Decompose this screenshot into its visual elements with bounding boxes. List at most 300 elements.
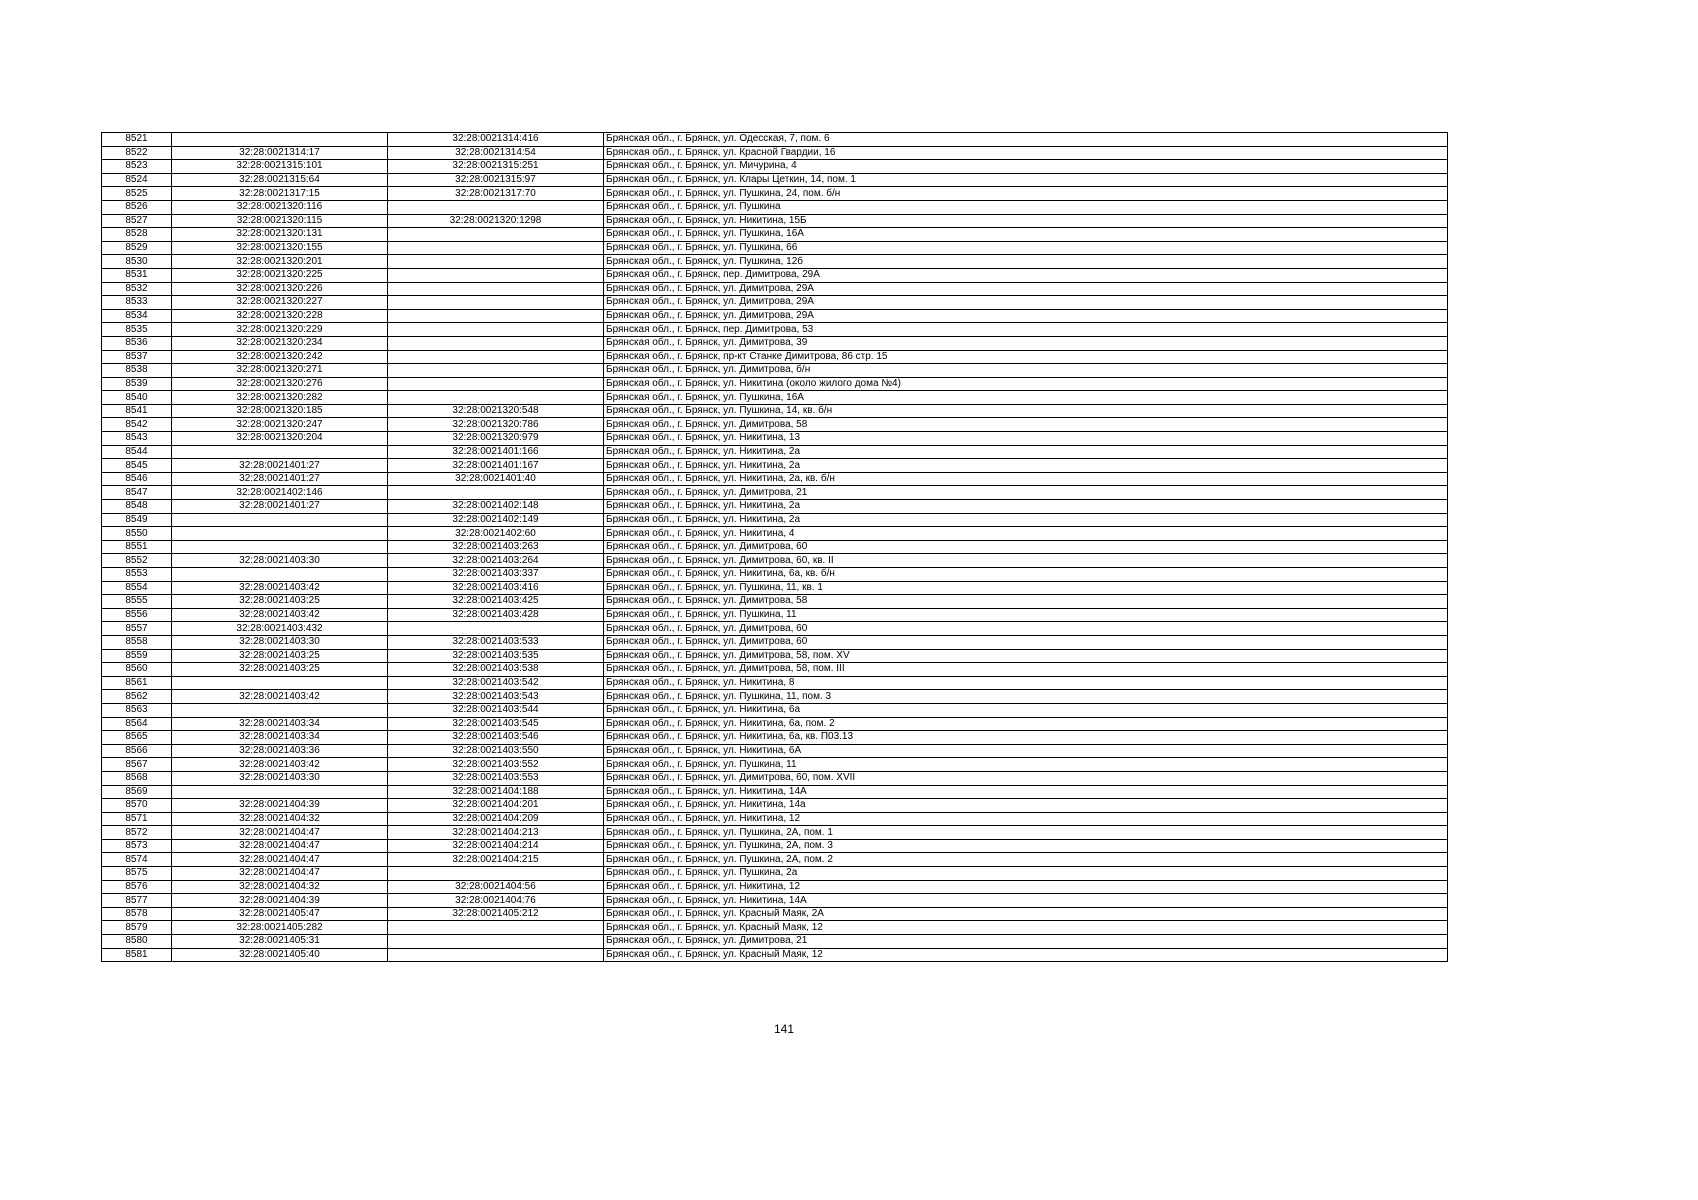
building-cadastral-cell: 32:28:0021403:34 (172, 717, 388, 731)
premise-cadastral-cell: 32:28:0021403:552 (388, 758, 604, 772)
building-cadastral-cell: 32:28:0021403:432 (172, 622, 388, 636)
premise-cadastral-cell (388, 622, 604, 636)
building-cadastral-cell: 32:28:0021402:146 (172, 486, 388, 500)
address-cell: Брянская обл., г. Брянск, ул. Никитина, 15Б (604, 214, 1448, 228)
row-number-cell: 8540 (102, 391, 172, 405)
building-cadastral-cell: 32:28:0021320:116 (172, 200, 388, 214)
table-row (102, 418, 1448, 432)
table-row (102, 377, 1448, 391)
premise-cadastral-cell (388, 309, 604, 323)
premise-cadastral-cell (388, 867, 604, 881)
premise-cadastral-cell: 32:28:0021404:214 (388, 839, 604, 853)
premise-cadastral-cell: 32:28:0021404:56 (388, 880, 604, 894)
address-cell: Брянская обл., г. Брянск, ул. Димитрова, 21 (604, 935, 1448, 949)
premise-cadastral-cell (388, 935, 604, 949)
address-cell: Брянская обл., г. Брянск, ул. Никитина, 2а, кв. б/н (604, 472, 1448, 486)
premise-cadastral-cell: 32:28:0021314:416 (388, 133, 604, 147)
address-cell: Брянская обл., г. Брянск, ул. Клары Цеткин, 14, пом. 1 (604, 173, 1448, 187)
row-number-cell: 8541 (102, 404, 172, 418)
address-cell: Брянская обл., г. Брянск, ул. Пушкина, 11, пом. 3 (604, 690, 1448, 704)
premise-cadastral-cell (388, 364, 604, 378)
address-cell: Брянская обл., г. Брянск, ул. Никитина, 12 (604, 880, 1448, 894)
premise-cadastral-cell: 32:28:0021403:543 (388, 690, 604, 704)
building-cadastral-cell (172, 785, 388, 799)
row-number-cell: 8558 (102, 635, 172, 649)
address-cell: Брянская обл., г. Брянск, ул. Никитина, 13 (604, 432, 1448, 446)
premise-cadastral-cell: 32:28:0021317:70 (388, 187, 604, 201)
row-number-cell: 8548 (102, 500, 172, 514)
table-row (102, 173, 1448, 187)
premise-cadastral-cell: 32:28:0021320:786 (388, 418, 604, 432)
row-number-cell: 8549 (102, 513, 172, 527)
table-row (102, 404, 1448, 418)
table-row (102, 731, 1448, 745)
row-number-cell: 8567 (102, 758, 172, 772)
row-number-cell: 8575 (102, 867, 172, 881)
table-row (102, 554, 1448, 568)
table-row (102, 948, 1448, 962)
row-number-cell: 8529 (102, 241, 172, 255)
table-row (102, 867, 1448, 881)
premise-cadastral-cell: 32:28:0021315:97 (388, 173, 604, 187)
building-cadastral-cell: 32:28:0021403:25 (172, 595, 388, 609)
premise-cadastral-cell: 32:28:0021403:553 (388, 771, 604, 785)
building-cadastral-cell (172, 540, 388, 554)
row-number-cell: 8581 (102, 948, 172, 962)
building-cadastral-cell: 32:28:0021403:42 (172, 608, 388, 622)
table-row (102, 241, 1448, 255)
table-row (102, 635, 1448, 649)
table-row (102, 703, 1448, 717)
row-number-cell: 8556 (102, 608, 172, 622)
building-cadastral-cell: 32:28:0021403:30 (172, 771, 388, 785)
table-row (102, 500, 1448, 514)
table-row (102, 826, 1448, 840)
table-row (102, 432, 1448, 446)
table-row (102, 595, 1448, 609)
row-number-cell: 8547 (102, 486, 172, 500)
premise-cadastral-cell (388, 391, 604, 405)
address-cell: Брянская обл., г. Брянск, ул. Мичурина, 4 (604, 160, 1448, 174)
row-number-cell: 8534 (102, 309, 172, 323)
building-cadastral-cell: 32:28:0021315:64 (172, 173, 388, 187)
address-cell: Брянская обл., г. Брянск, ул. Никитина, 14а (604, 799, 1448, 813)
row-number-cell: 8543 (102, 432, 172, 446)
row-number-cell: 8525 (102, 187, 172, 201)
row-number-cell: 8545 (102, 459, 172, 473)
table-row (102, 717, 1448, 731)
registry-table-body (102, 133, 1448, 962)
premise-cadastral-cell: 32:28:0021403:550 (388, 744, 604, 758)
address-cell: Брянская обл., г. Брянск, ул. Пушкина, 2А, пом. 2 (604, 853, 1448, 867)
address-cell: Брянская обл., г. Брянск, ул. Одесская, 7, пом. 6 (604, 133, 1448, 147)
table-row (102, 364, 1448, 378)
table-row (102, 581, 1448, 595)
row-number-cell: 8580 (102, 935, 172, 949)
premise-cadastral-cell (388, 241, 604, 255)
address-cell: Брянская обл., г. Брянск, ул. Красной Гвардии, 16 (604, 146, 1448, 160)
table-row (102, 649, 1448, 663)
table-row (102, 445, 1448, 459)
row-number-cell: 8572 (102, 826, 172, 840)
row-number-cell: 8550 (102, 527, 172, 541)
row-number-cell: 8574 (102, 853, 172, 867)
premise-cadastral-cell (388, 296, 604, 310)
row-number-cell: 8568 (102, 771, 172, 785)
row-number-cell: 8531 (102, 268, 172, 282)
address-cell: Брянская обл., г. Брянск, ул. Никитина (около жилого дома №4) (604, 377, 1448, 391)
row-number-cell: 8557 (102, 622, 172, 636)
building-cadastral-cell: 32:28:0021403:25 (172, 663, 388, 677)
row-number-cell: 8542 (102, 418, 172, 432)
building-cadastral-cell: 32:28:0021317:15 (172, 187, 388, 201)
premise-cadastral-cell: 32:28:0021403:542 (388, 676, 604, 690)
premise-cadastral-cell: 32:28:0021401:40 (388, 472, 604, 486)
building-cadastral-cell: 32:28:0021405:282 (172, 921, 388, 935)
building-cadastral-cell: 32:28:0021320:271 (172, 364, 388, 378)
row-number-cell: 8577 (102, 894, 172, 908)
premise-cadastral-cell: 32:28:0021404:213 (388, 826, 604, 840)
building-cadastral-cell: 32:28:0021403:30 (172, 635, 388, 649)
address-cell: Брянская обл., г. Брянск, ул. Никитина, 4 (604, 527, 1448, 541)
premise-cadastral-cell: 32:28:0021403:535 (388, 649, 604, 663)
premise-cadastral-cell: 32:28:0021320:979 (388, 432, 604, 446)
address-cell: Брянская обл., г. Брянск, ул. Никитина, 6а, кв. б/н (604, 568, 1448, 582)
address-cell: Брянская обл., г. Брянск, ул. Никитина, 14А (604, 894, 1448, 908)
building-cadastral-cell (172, 676, 388, 690)
building-cadastral-cell (172, 703, 388, 717)
building-cadastral-cell: 32:28:0021320:226 (172, 282, 388, 296)
building-cadastral-cell: 32:28:0021320:225 (172, 268, 388, 282)
premise-cadastral-cell: 32:28:0021403:544 (388, 703, 604, 717)
premise-cadastral-cell: 32:28:0021403:545 (388, 717, 604, 731)
building-cadastral-cell (172, 513, 388, 527)
building-cadastral-cell: 32:28:0021404:47 (172, 853, 388, 867)
table-row (102, 853, 1448, 867)
address-cell: Брянская обл., г. Брянск, ул. Димитрова, 60 (604, 540, 1448, 554)
building-cadastral-cell: 32:28:0021320:229 (172, 323, 388, 337)
row-number-cell: 8576 (102, 880, 172, 894)
building-cadastral-cell: 32:28:0021320:115 (172, 214, 388, 228)
row-number-cell: 8569 (102, 785, 172, 799)
row-number-cell: 8566 (102, 744, 172, 758)
row-number-cell: 8561 (102, 676, 172, 690)
premise-cadastral-cell: 32:28:0021403:264 (388, 554, 604, 568)
table-row (102, 228, 1448, 242)
row-number-cell: 8539 (102, 377, 172, 391)
address-cell: Брянская обл., г. Брянск, ул. Димитрова, 58 (604, 418, 1448, 432)
row-number-cell: 8544 (102, 445, 172, 459)
row-number-cell: 8578 (102, 907, 172, 921)
building-cadastral-cell: 32:28:0021320:185 (172, 404, 388, 418)
address-cell: Брянская обл., г. Брянск, ул. Пушкина, 11 (604, 608, 1448, 622)
premise-cadastral-cell (388, 255, 604, 269)
building-cadastral-cell: 32:28:0021404:47 (172, 839, 388, 853)
building-cadastral-cell: 32:28:0021320:227 (172, 296, 388, 310)
building-cadastral-cell: 32:28:0021320:282 (172, 391, 388, 405)
building-cadastral-cell: 32:28:0021403:30 (172, 554, 388, 568)
building-cadastral-cell: 32:28:0021315:101 (172, 160, 388, 174)
premise-cadastral-cell (388, 350, 604, 364)
premise-cadastral-cell (388, 377, 604, 391)
address-cell: Брянская обл., г. Брянск, ул. Никитина, 2а (604, 459, 1448, 473)
address-cell: Брянская обл., г. Брянск, ул. Никитина, 2а (604, 513, 1448, 527)
premise-cadastral-cell: 32:28:0021404:209 (388, 812, 604, 826)
building-cadastral-cell: 32:28:0021320:234 (172, 336, 388, 350)
row-number-cell: 8535 (102, 323, 172, 337)
row-number-cell: 8555 (102, 595, 172, 609)
premise-cadastral-cell: 32:28:0021403:546 (388, 731, 604, 745)
building-cadastral-cell: 32:28:0021320:276 (172, 377, 388, 391)
row-number-cell: 8562 (102, 690, 172, 704)
premise-cadastral-cell: 32:28:0021404:201 (388, 799, 604, 813)
address-cell: Брянская обл., г. Брянск, ул. Пушкина, 66 (604, 241, 1448, 255)
row-number-cell: 8522 (102, 146, 172, 160)
row-number-cell: 8536 (102, 336, 172, 350)
building-cadastral-cell: 32:28:0021405:40 (172, 948, 388, 962)
premise-cadastral-cell (388, 486, 604, 500)
table-row (102, 568, 1448, 582)
building-cadastral-cell (172, 568, 388, 582)
address-cell: Брянская обл., г. Брянск, ул. Пушкина, 24, пом. б/н (604, 187, 1448, 201)
premise-cadastral-cell: 32:28:0021404:188 (388, 785, 604, 799)
building-cadastral-cell: 32:28:0021404:39 (172, 799, 388, 813)
address-cell: Брянская обл., г. Брянск, ул. Никитина, 2а (604, 500, 1448, 514)
row-number-cell: 8573 (102, 839, 172, 853)
address-cell: Брянская обл., г. Брянск, ул. Пушкина, 2А, пом. 1 (604, 826, 1448, 840)
row-number-cell: 8532 (102, 282, 172, 296)
table-row (102, 350, 1448, 364)
premise-cadastral-cell (388, 228, 604, 242)
row-number-cell: 8579 (102, 921, 172, 935)
row-number-cell: 8551 (102, 540, 172, 554)
building-cadastral-cell: 32:28:0021404:47 (172, 826, 388, 840)
address-cell: Брянская обл., г. Брянск, ул. Димитрова, 29А (604, 296, 1448, 310)
address-cell: Брянская обл., г. Брянск, ул. Пушкина, 12б (604, 255, 1448, 269)
address-cell: Брянская обл., г. Брянск, пер. Димитрова, 53 (604, 323, 1448, 337)
address-cell: Брянская обл., г. Брянск, ул. Пушкина, 11, кв. 1 (604, 581, 1448, 595)
row-number-cell: 8538 (102, 364, 172, 378)
table-row (102, 894, 1448, 908)
building-cadastral-cell: 32:28:0021320:131 (172, 228, 388, 242)
table-row (102, 323, 1448, 337)
row-number-cell: 8533 (102, 296, 172, 310)
premise-cadastral-cell: 32:28:0021403:416 (388, 581, 604, 595)
premise-cadastral-cell: 32:28:0021315:251 (388, 160, 604, 174)
building-cadastral-cell: 32:28:0021320:201 (172, 255, 388, 269)
table-row (102, 200, 1448, 214)
row-number-cell: 8537 (102, 350, 172, 364)
address-cell: Брянская обл., г. Брянск, ул. Никитина, 14А (604, 785, 1448, 799)
row-number-cell: 8564 (102, 717, 172, 731)
table-row (102, 771, 1448, 785)
table-row (102, 391, 1448, 405)
premise-cadastral-cell (388, 921, 604, 935)
address-cell: Брянская обл., г. Брянск, ул. Димитрова, 58 (604, 595, 1448, 609)
table-row (102, 146, 1448, 160)
premise-cadastral-cell (388, 282, 604, 296)
table-row (102, 540, 1448, 554)
address-cell: Брянская обл., г. Брянск, ул. Пушкина (604, 200, 1448, 214)
building-cadastral-cell (172, 527, 388, 541)
table-row (102, 472, 1448, 486)
building-cadastral-cell: 32:28:0021405:31 (172, 935, 388, 949)
address-cell: Брянская обл., г. Брянск, ул. Димитрова, 60, пом. XVII (604, 771, 1448, 785)
table-row (102, 880, 1448, 894)
table-row (102, 812, 1448, 826)
building-cadastral-cell: 32:28:0021320:247 (172, 418, 388, 432)
premise-cadastral-cell (388, 323, 604, 337)
address-cell: Брянская обл., г. Брянск, ул. Димитрова, 29А (604, 282, 1448, 296)
premise-cadastral-cell: 32:28:0021405:212 (388, 907, 604, 921)
table-row (102, 459, 1448, 473)
address-cell: Брянская обл., г. Брянск, ул. Димитрова, 58, пом. III (604, 663, 1448, 677)
building-cadastral-cell: 32:28:0021405:47 (172, 907, 388, 921)
premise-cadastral-cell: 32:28:0021403:533 (388, 635, 604, 649)
table-row (102, 839, 1448, 853)
address-cell: Брянская обл., г. Брянск, ул. Никитина, 6а, кв. П03.13 (604, 731, 1448, 745)
building-cadastral-cell: 32:28:0021403:42 (172, 758, 388, 772)
premise-cadastral-cell (388, 948, 604, 962)
address-cell: Брянская обл., г. Брянск, ул. Димитрова, 58, пом. XV (604, 649, 1448, 663)
address-cell: Брянская обл., г. Брянск, ул. Пушкина, 2а (604, 867, 1448, 881)
building-cadastral-cell: 32:28:0021401:27 (172, 459, 388, 473)
premise-cadastral-cell (388, 336, 604, 350)
building-cadastral-cell: 32:28:0021320:155 (172, 241, 388, 255)
address-cell: Брянская обл., г. Брянск, пер. Димитрова, 29А (604, 268, 1448, 282)
building-cadastral-cell: 32:28:0021403:42 (172, 581, 388, 595)
table-row (102, 608, 1448, 622)
property-registry-table (101, 132, 1448, 962)
building-cadastral-cell: 32:28:0021314:17 (172, 146, 388, 160)
row-number-cell: 8571 (102, 812, 172, 826)
table-row (102, 268, 1448, 282)
row-number-cell: 8530 (102, 255, 172, 269)
table-row (102, 921, 1448, 935)
table-row (102, 663, 1448, 677)
premise-cadastral-cell: 32:28:0021320:548 (388, 404, 604, 418)
building-cadastral-cell: 32:28:0021404:32 (172, 880, 388, 894)
premise-cadastral-cell (388, 200, 604, 214)
address-cell: Брянская обл., г. Брянск, ул. Димитрова, б/н (604, 364, 1448, 378)
row-number-cell: 8546 (102, 472, 172, 486)
table-row (102, 486, 1448, 500)
row-number-cell: 8554 (102, 581, 172, 595)
building-cadastral-cell: 32:28:0021403:34 (172, 731, 388, 745)
row-number-cell: 8553 (102, 568, 172, 582)
premise-cadastral-cell: 32:28:0021402:60 (388, 527, 604, 541)
premise-cadastral-cell: 32:28:0021404:215 (388, 853, 604, 867)
table-row (102, 282, 1448, 296)
table-row (102, 309, 1448, 323)
building-cadastral-cell: 32:28:0021403:36 (172, 744, 388, 758)
address-cell: Брянская обл., г. Брянск, ул. Димитрова, 29А (604, 309, 1448, 323)
row-number-cell: 8552 (102, 554, 172, 568)
address-cell: Брянская обл., г. Брянск, ул. Пушкина, 11 (604, 758, 1448, 772)
address-cell: Брянская обл., г. Брянск, ул. Пушкина, 14, кв. б/н (604, 404, 1448, 418)
table-row (102, 296, 1448, 310)
building-cadastral-cell: 32:28:0021401:27 (172, 472, 388, 486)
address-cell: Брянская обл., г. Брянск, ул. Никитина, 8 (604, 676, 1448, 690)
premise-cadastral-cell: 32:28:0021402:148 (388, 500, 604, 514)
table-row (102, 690, 1448, 704)
row-number-cell: 8560 (102, 663, 172, 677)
table-row (102, 255, 1448, 269)
building-cadastral-cell: 32:28:0021403:25 (172, 649, 388, 663)
address-cell: Брянская обл., г. Брянск, ул. Никитина, 6а, пом. 2 (604, 717, 1448, 731)
address-cell: Брянская обл., г. Брянск, ул. Никитина, 2а (604, 445, 1448, 459)
table-row (102, 622, 1448, 636)
table-row (102, 785, 1448, 799)
table-row (102, 527, 1448, 541)
address-cell: Брянская обл., г. Брянск, пр-кт Станке Димитрова, 86 стр. 15 (604, 350, 1448, 364)
row-number-cell: 8524 (102, 173, 172, 187)
row-number-cell: 8526 (102, 200, 172, 214)
address-cell: Брянская обл., г. Брянск, ул. Пушкина, 16А (604, 228, 1448, 242)
premise-cadastral-cell: 32:28:0021403:538 (388, 663, 604, 677)
address-cell: Брянская обл., г. Брянск, ул. Димитрова, 60 (604, 622, 1448, 636)
row-number-cell: 8563 (102, 703, 172, 717)
address-cell: Брянская обл., г. Брянск, ул. Пушкина, 16А (604, 391, 1448, 405)
premise-cadastral-cell: 32:28:0021402:149 (388, 513, 604, 527)
table-row (102, 336, 1448, 350)
row-number-cell: 8527 (102, 214, 172, 228)
table-row (102, 214, 1448, 228)
building-cadastral-cell: 32:28:0021320:228 (172, 309, 388, 323)
table-row (102, 133, 1448, 147)
table-row (102, 744, 1448, 758)
address-cell: Брянская обл., г. Брянск, ул. Димитрова, 60 (604, 635, 1448, 649)
building-cadastral-cell: 32:28:0021403:42 (172, 690, 388, 704)
address-cell: Брянская обл., г. Брянск, ул. Димитрова, 60, кв. II (604, 554, 1448, 568)
table-row (102, 160, 1448, 174)
premise-cadastral-cell: 32:28:0021401:167 (388, 459, 604, 473)
premise-cadastral-cell: 32:28:0021314:54 (388, 146, 604, 160)
row-number-cell: 8559 (102, 649, 172, 663)
page-number: 141 (773, 1022, 795, 1036)
address-cell: Брянская обл., г. Брянск, ул. Пушкина, 2А, пом. 3 (604, 839, 1448, 853)
address-cell: Брянская обл., г. Брянск, ул. Красный Маяк, 12 (604, 921, 1448, 935)
premise-cadastral-cell: 32:28:0021403:263 (388, 540, 604, 554)
building-cadastral-cell: 32:28:0021320:204 (172, 432, 388, 446)
building-cadastral-cell: 32:28:0021404:47 (172, 867, 388, 881)
premise-cadastral-cell: 32:28:0021403:428 (388, 608, 604, 622)
building-cadastral-cell (172, 445, 388, 459)
row-number-cell: 8528 (102, 228, 172, 242)
row-number-cell: 8565 (102, 731, 172, 745)
building-cadastral-cell: 32:28:0021401:27 (172, 500, 388, 514)
address-cell: Брянская обл., г. Брянск, ул. Никитина, 6а (604, 703, 1448, 717)
premise-cadastral-cell: 32:28:0021404:76 (388, 894, 604, 908)
address-cell: Брянская обл., г. Брянск, ул. Красный Маяк, 2А (604, 907, 1448, 921)
address-cell: Брянская обл., г. Брянск, ул. Никитина, 6А (604, 744, 1448, 758)
premise-cadastral-cell: 32:28:0021401:166 (388, 445, 604, 459)
building-cadastral-cell: 32:28:0021404:39 (172, 894, 388, 908)
building-cadastral-cell (172, 133, 388, 147)
table-row (102, 758, 1448, 772)
premise-cadastral-cell: 32:28:0021403:425 (388, 595, 604, 609)
premise-cadastral-cell: 32:28:0021403:337 (388, 568, 604, 582)
table-row (102, 799, 1448, 813)
table-row (102, 907, 1448, 921)
table-row (102, 935, 1448, 949)
table-row (102, 676, 1448, 690)
address-cell: Брянская обл., г. Брянск, ул. Красный Маяк, 12 (604, 948, 1448, 962)
building-cadastral-cell: 32:28:0021320:242 (172, 350, 388, 364)
address-cell: Брянская обл., г. Брянск, ул. Никитина, 12 (604, 812, 1448, 826)
address-cell: Брянская обл., г. Брянск, ул. Димитрова, 39 (604, 336, 1448, 350)
premise-cadastral-cell: 32:28:0021320:1298 (388, 214, 604, 228)
